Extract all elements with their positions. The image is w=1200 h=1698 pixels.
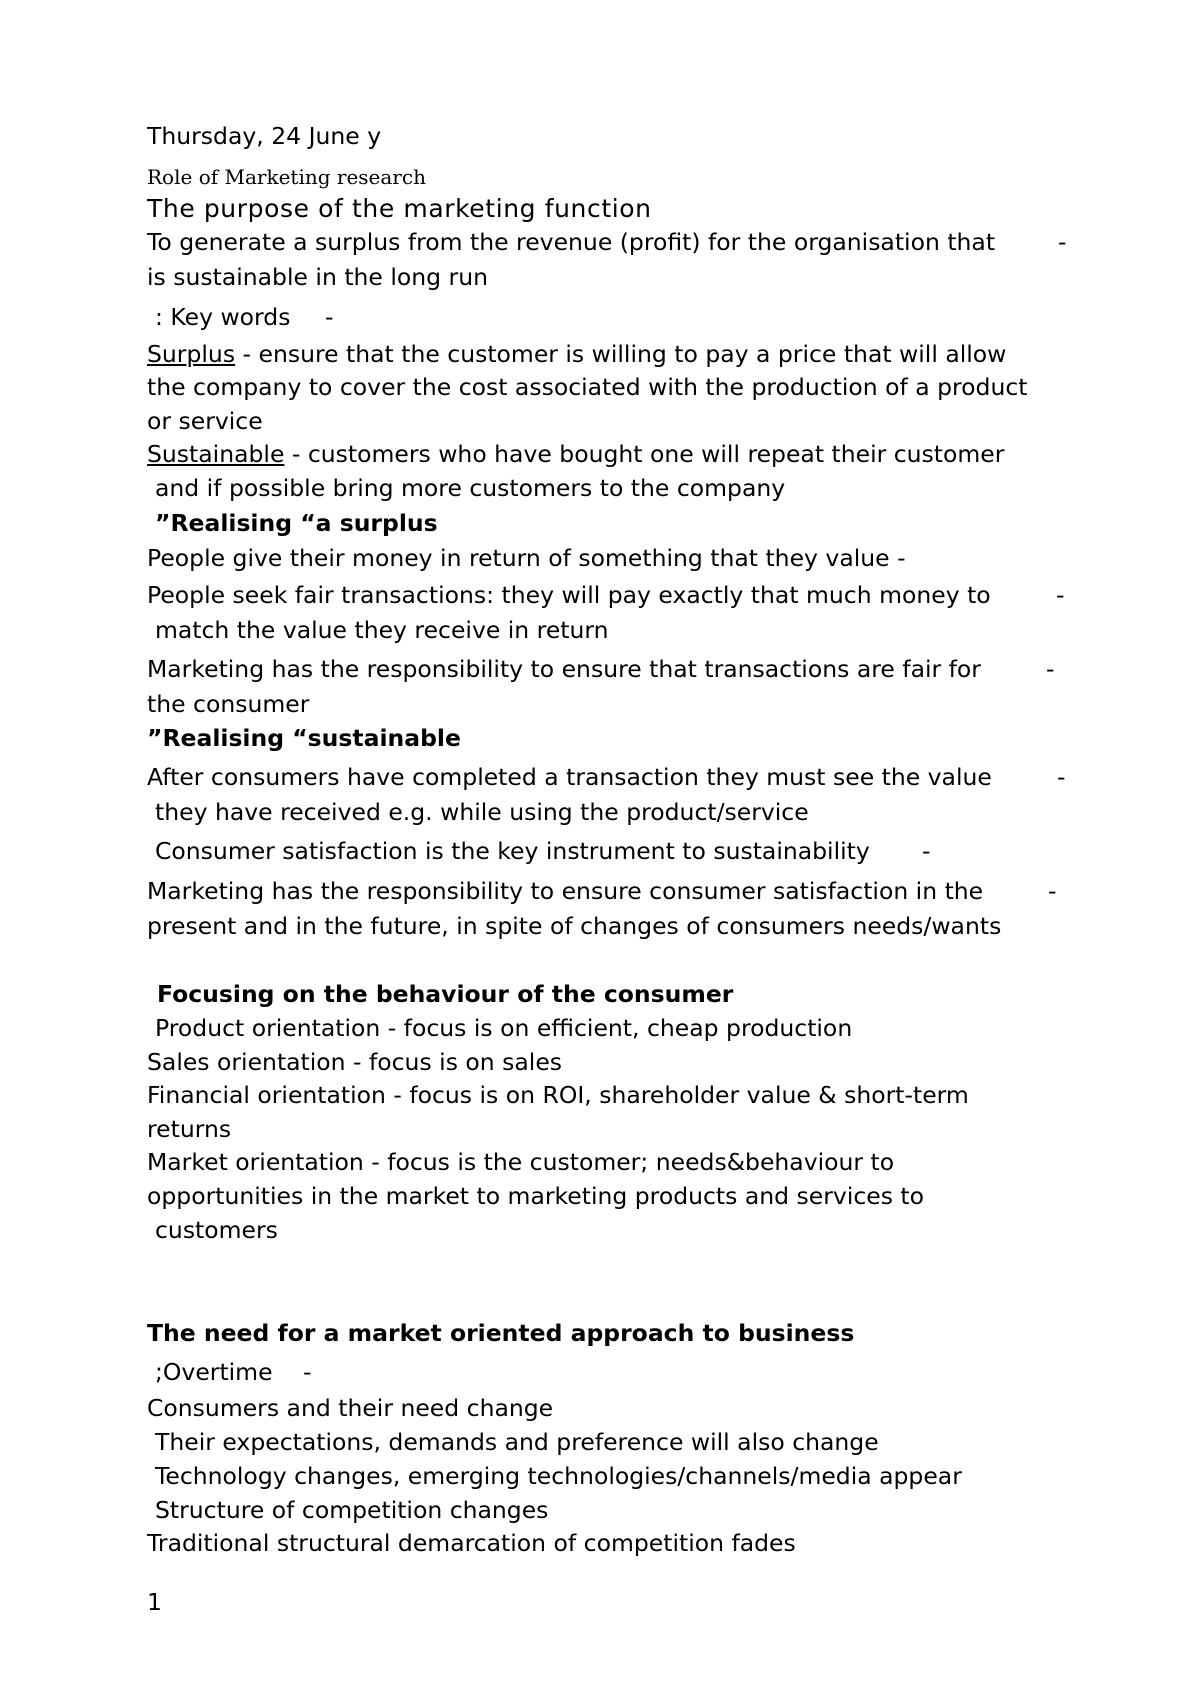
sustainable-definition-line-1 xyxy=(147,440,1005,468)
need-line-4: Structure of competition changes xyxy=(155,1496,549,1524)
sustainable-definition-text: - customers who have bought one will repeat their customer xyxy=(284,440,1005,468)
sustainable-term: Sustainable xyxy=(147,440,285,468)
surplus-definition-line-3: or service xyxy=(147,407,263,435)
realising-surplus-line-1: People give their money in return of something that they value - xyxy=(147,544,906,572)
heading-realising-sustainable: ”Realising “sustainable xyxy=(147,724,461,752)
behaviour-line-4: returns xyxy=(147,1115,232,1143)
heading-purpose: The purpose of the marketing function xyxy=(147,194,652,223)
realising-surplus-line-2: People seek fair transactions: they will pay exactly that much money to xyxy=(147,581,991,609)
need-line-1: Consumers and their need change xyxy=(147,1394,554,1422)
realising-surplus-line-5: the consumer xyxy=(147,690,310,718)
sustainable-definition-line-2: and if possible bring more customers to the company xyxy=(155,474,786,502)
surplus-definition-line-2: the company to cover the cost associated with the production of a product xyxy=(147,373,1028,401)
surplus-term: Surplus xyxy=(147,340,236,368)
realising-surplus-line-4-marker: - xyxy=(1046,655,1055,683)
heading-realising-surplus: ”Realising “a surplus xyxy=(155,509,438,537)
overtime-label: ;Overtime xyxy=(155,1358,273,1386)
realising-sustainable-line-5: present and in the future, in spite of changes of consumers needs/wants xyxy=(147,912,1002,940)
need-line-3: Technology changes, emerging technologies/channels/media appear xyxy=(155,1462,962,1490)
purpose-line-1-marker: - xyxy=(1058,228,1067,256)
behaviour-line-5: Market orientation - focus is the customer; needs&behaviour to xyxy=(147,1148,895,1176)
purpose-line-1: To generate a surplus from the revenue (profit) for the organisation that xyxy=(147,228,996,256)
realising-sustainable-line-1: After consumers have completed a transaction they must see the value xyxy=(147,763,992,791)
page-number: 1 xyxy=(147,1588,162,1616)
behaviour-line-2: Sales orientation - focus is on sales xyxy=(147,1048,563,1076)
document-subtitle: Role of Marketing research xyxy=(147,165,426,189)
heading-behaviour: Focusing on the behaviour of the consumer xyxy=(157,980,734,1008)
need-line-5: Traditional structural demarcation of competition fades xyxy=(147,1529,796,1557)
realising-surplus-line-2-marker: - xyxy=(1056,581,1065,609)
realising-sustainable-line-4-marker: - xyxy=(1048,877,1057,905)
realising-surplus-line-4: Marketing has the responsibility to ensure that transactions are fair for xyxy=(147,655,981,683)
document-date: Thursday, 24 June y xyxy=(147,122,382,150)
realising-sustainable-line-2: they have received e.g. while using the product/service xyxy=(155,798,809,826)
behaviour-line-6: opportunities in the market to marketing products and services to xyxy=(147,1182,925,1210)
need-line-2: Their expectations, demands and preference will also change xyxy=(155,1428,879,1456)
heading-need: The need for a market oriented approach to business xyxy=(147,1319,855,1347)
keywords-marker: - xyxy=(325,303,334,331)
behaviour-line-3: Financial orientation - focus is on ROI, shareholder value & short-term xyxy=(147,1081,969,1109)
surplus-definition-line-1 xyxy=(147,340,1007,368)
realising-sustainable-line-1-marker: - xyxy=(1057,763,1066,791)
overtime-marker: - xyxy=(303,1358,312,1386)
purpose-line-2: is sustainable in the long run xyxy=(147,263,489,291)
behaviour-line-7: customers xyxy=(155,1216,278,1244)
realising-sustainable-line-4: Marketing has the responsibility to ensure consumer satisfaction in the xyxy=(147,877,984,905)
realising-sustainable-line-3: Consumer satisfaction is the key instrument to sustainability xyxy=(155,837,870,865)
surplus-definition-text: - ensure that the customer is willing to pay a price that will allow xyxy=(235,340,1007,368)
realising-surplus-line-3: match the value they receive in return xyxy=(155,616,609,644)
keywords-label: : Key words xyxy=(155,303,291,331)
behaviour-line-1: Product orientation - focus is on efficient, cheap production xyxy=(155,1014,853,1042)
realising-sustainable-line-3-marker: - xyxy=(922,837,931,865)
